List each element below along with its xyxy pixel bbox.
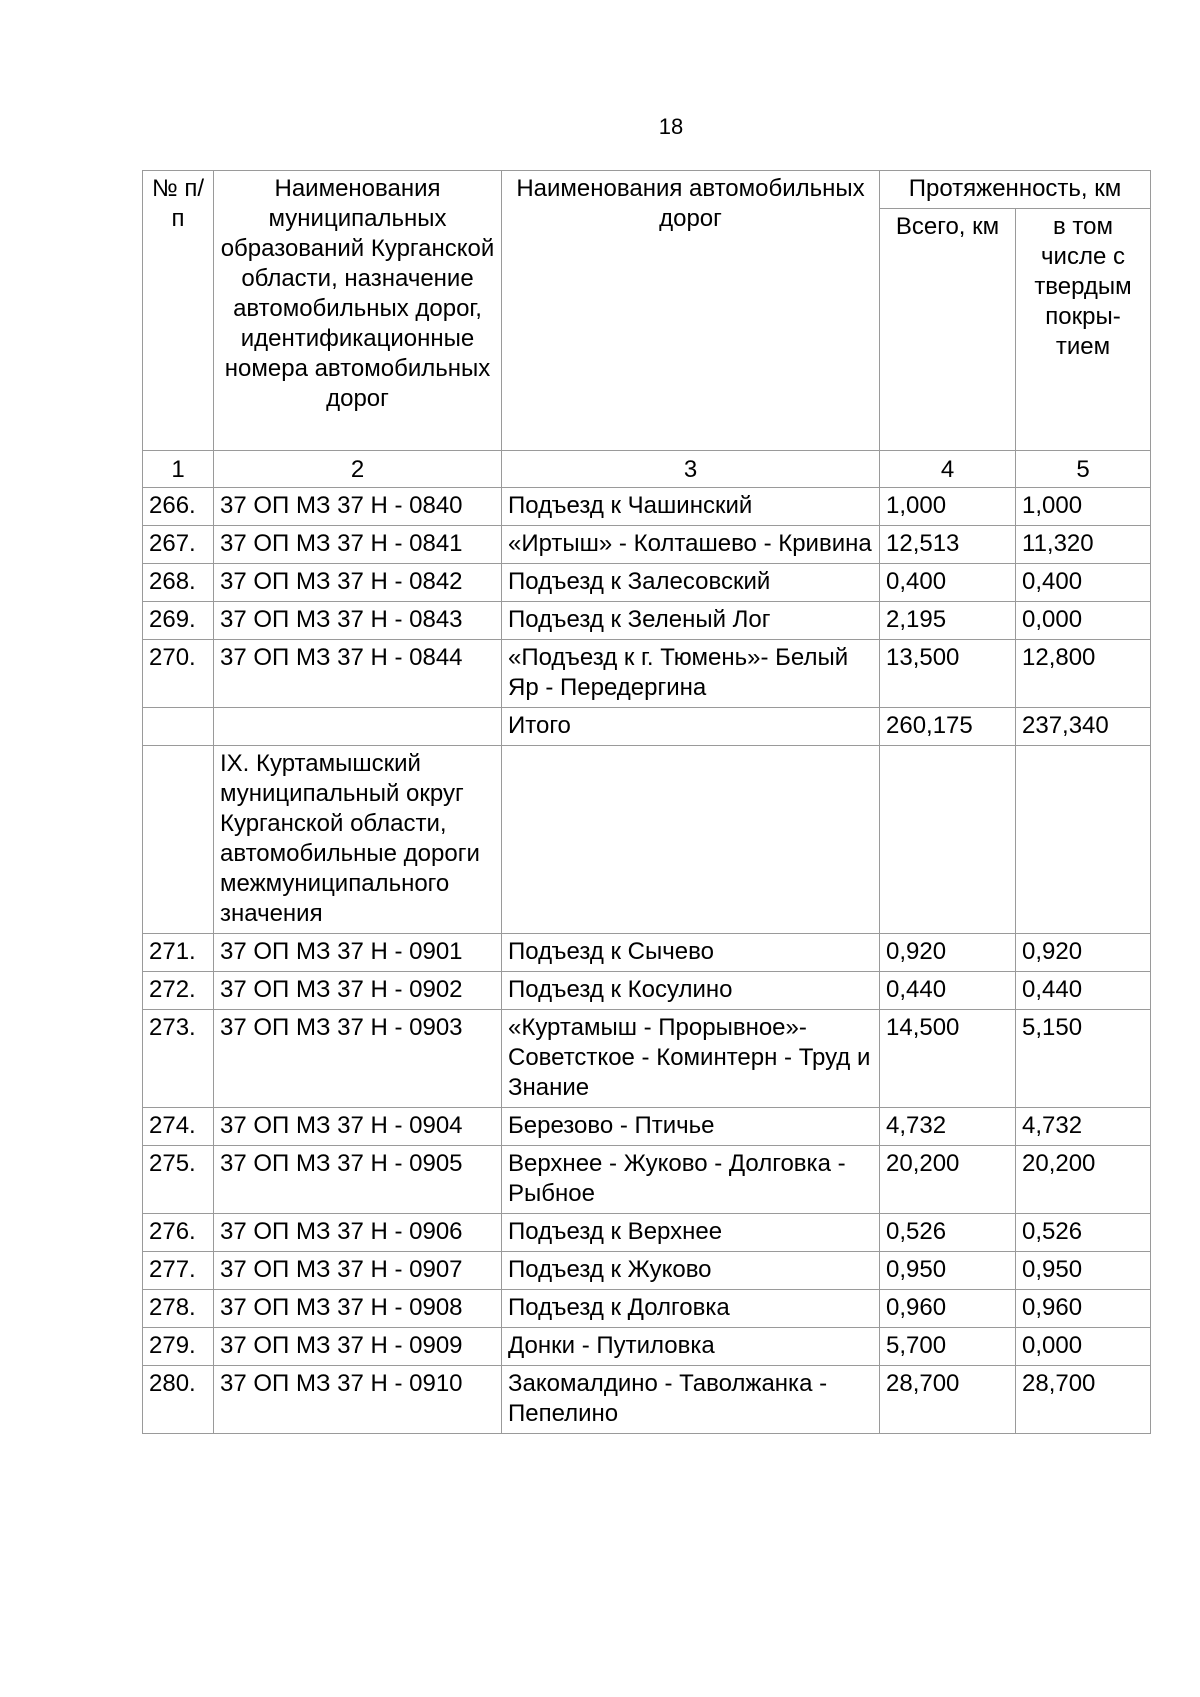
road-id: 37 ОП МЗ 37 Н - 0906 — [214, 1214, 502, 1252]
length-paved: 0,440 — [1016, 972, 1151, 1010]
length-paved: 0,000 — [1016, 602, 1151, 640]
road-name: Подъезд к Долговка — [502, 1290, 880, 1328]
table-row — [143, 526, 1151, 564]
table-row — [143, 1328, 1151, 1366]
table-body — [143, 451, 1151, 1434]
column-number: 4 — [880, 451, 1016, 488]
header-number: № п/п — [143, 171, 214, 451]
road-id: 37 ОП МЗ 37 Н - 0842 — [214, 564, 502, 602]
table-row — [143, 564, 1151, 602]
road-name: Подъезд к Косулино — [502, 972, 880, 1010]
length-total: 12,513 — [880, 526, 1016, 564]
road-id: 37 ОП МЗ 37 Н - 0905 — [214, 1146, 502, 1214]
road-name: Подъезд к Жуково — [502, 1252, 880, 1290]
row-number: 277. — [143, 1252, 214, 1290]
road-id: 37 ОП МЗ 37 Н - 0902 — [214, 972, 502, 1010]
row-number: 278. — [143, 1290, 214, 1328]
road-name: Донки - Путиловка — [502, 1328, 880, 1366]
table-row — [143, 640, 1151, 708]
row-number: 273. — [143, 1010, 214, 1108]
table-row — [143, 1290, 1151, 1328]
length-total: 0,950 — [880, 1252, 1016, 1290]
header-municipality: Наименования муниципальных образований Курганской области, назначение автомобильных дорог, идентификационные номера автомобильных дорог — [214, 171, 502, 451]
road-id: 37 ОП МЗ 37 Н - 0903 — [214, 1010, 502, 1108]
length-total: 1,000 — [880, 488, 1016, 526]
empty-cell — [502, 746, 880, 934]
length-paved: 0,000 — [1016, 1328, 1151, 1366]
length-paved: 0,950 — [1016, 1252, 1151, 1290]
empty-cell — [1016, 746, 1151, 934]
row-number: 270. — [143, 640, 214, 708]
road-id: 37 ОП МЗ 37 Н - 0907 — [214, 1252, 502, 1290]
table-header — [143, 171, 1151, 451]
road-name: Подъезд к Сычево — [502, 934, 880, 972]
road-id: 37 ОП МЗ 37 Н - 0841 — [214, 526, 502, 564]
length-paved: 12,800 — [1016, 640, 1151, 708]
length-total: 0,960 — [880, 1290, 1016, 1328]
road-id: 37 ОП МЗ 37 Н - 0840 — [214, 488, 502, 526]
length-total: 0,440 — [880, 972, 1016, 1010]
row-number: 276. — [143, 1214, 214, 1252]
row-number: 271. — [143, 934, 214, 972]
road-id: 37 ОП МЗ 37 Н - 0901 — [214, 934, 502, 972]
row-number: 269. — [143, 602, 214, 640]
road-name: Подъезд к Верхнее — [502, 1214, 880, 1252]
length-paved: 0,920 — [1016, 934, 1151, 972]
table-row — [143, 1252, 1151, 1290]
length-total: 13,500 — [880, 640, 1016, 708]
table-row — [143, 1366, 1151, 1434]
road-name: Березово - Птичье — [502, 1108, 880, 1146]
length-total: 0,526 — [880, 1214, 1016, 1252]
road-id: 37 ОП МЗ 37 Н - 0843 — [214, 602, 502, 640]
length-paved: 1,000 — [1016, 488, 1151, 526]
row-number: 275. — [143, 1146, 214, 1214]
row-number: 266. — [143, 488, 214, 526]
length-paved: 20,200 — [1016, 1146, 1151, 1214]
total-row — [143, 708, 1151, 746]
empty-cell — [143, 746, 214, 934]
length-total: 0,920 — [880, 934, 1016, 972]
road-name: Подъезд к Чашинский — [502, 488, 880, 526]
table-row — [143, 1146, 1151, 1214]
road-id: 37 ОП МЗ 37 Н - 0909 — [214, 1328, 502, 1366]
table-row — [143, 1108, 1151, 1146]
section-title: IX. Куртамышский муниципальный округ Курганской области, автомобильные дороги межмуниципального значения — [214, 746, 502, 934]
table-row — [143, 1010, 1151, 1108]
section-row — [143, 746, 1151, 934]
column-numbers-row — [143, 451, 1151, 488]
row-number: 274. — [143, 1108, 214, 1146]
header-length-paved: в том числе с твердым покры-тием — [1016, 209, 1151, 451]
total-length: 260,175 — [880, 708, 1016, 746]
length-total: 4,732 — [880, 1108, 1016, 1146]
page-number: 18 — [658, 114, 684, 139]
header-length-group: Протяженность, км — [880, 171, 1151, 209]
empty-cell — [143, 708, 214, 746]
total-paved: 237,340 — [1016, 708, 1151, 746]
road-id: 37 ОП МЗ 37 Н - 0904 — [214, 1108, 502, 1146]
length-paved: 28,700 — [1016, 1366, 1151, 1434]
length-paved: 11,320 — [1016, 526, 1151, 564]
length-paved: 0,960 — [1016, 1290, 1151, 1328]
road-id: 37 ОП МЗ 37 Н - 0908 — [214, 1290, 502, 1328]
header-length-total: Всего, км — [880, 209, 1016, 451]
column-number: 2 — [214, 451, 502, 488]
road-id: 37 ОП МЗ 37 Н - 0910 — [214, 1366, 502, 1434]
road-name: Подъезд к Зеленый Лог — [502, 602, 880, 640]
empty-cell — [214, 708, 502, 746]
table-row — [143, 934, 1151, 972]
header-road-name: Наименования автомобильных дорог — [502, 171, 880, 451]
roads-table — [142, 170, 1151, 1434]
road-name: Верхнее - Жуково - Долговка - Рыбное — [502, 1146, 880, 1214]
length-total: 14,500 — [880, 1010, 1016, 1108]
length-total: 5,700 — [880, 1328, 1016, 1366]
road-name: «Подъезд к г. Тюмень»- Белый Яр - Передергина — [502, 640, 880, 708]
length-paved: 5,150 — [1016, 1010, 1151, 1108]
road-name: Закомалдино - Таволжанка - Пепелино — [502, 1366, 880, 1434]
road-name: «Иртыш» - Колташево - Кривина — [502, 526, 880, 564]
table-row — [143, 488, 1151, 526]
table-row — [143, 972, 1151, 1010]
length-total: 20,200 — [880, 1146, 1016, 1214]
row-number: 279. — [143, 1328, 214, 1366]
road-name: Подъезд к Залесовский — [502, 564, 880, 602]
total-label: Итого — [502, 708, 880, 746]
column-number: 3 — [502, 451, 880, 488]
row-number: 267. — [143, 526, 214, 564]
column-number: 1 — [143, 451, 214, 488]
length-total: 28,700 — [880, 1366, 1016, 1434]
empty-cell — [880, 746, 1016, 934]
road-name: «Куртамыш - Прорывное»- Советсткое - Коминтерн - Труд и Знание — [502, 1010, 880, 1108]
table-row — [143, 602, 1151, 640]
column-number: 5 — [1016, 451, 1151, 488]
table-row — [143, 1214, 1151, 1252]
length-paved: 0,526 — [1016, 1214, 1151, 1252]
row-number: 272. — [143, 972, 214, 1010]
road-id: 37 ОП МЗ 37 Н - 0844 — [214, 640, 502, 708]
length-paved: 0,400 — [1016, 564, 1151, 602]
length-total: 0,400 — [880, 564, 1016, 602]
length-total: 2,195 — [880, 602, 1016, 640]
row-number: 280. — [143, 1366, 214, 1434]
length-paved: 4,732 — [1016, 1108, 1151, 1146]
row-number: 268. — [143, 564, 214, 602]
